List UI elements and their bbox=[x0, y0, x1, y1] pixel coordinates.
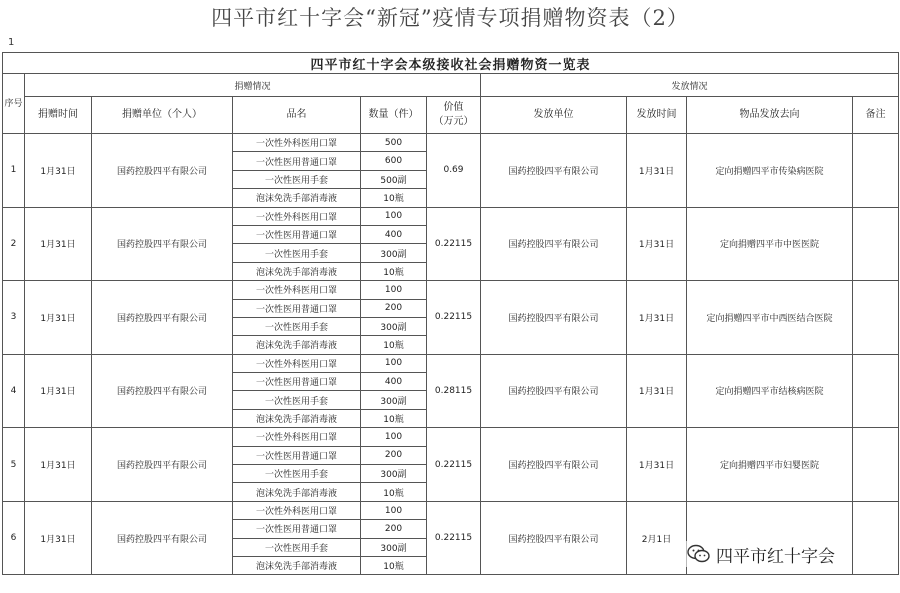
cell-seq: 6 bbox=[3, 501, 25, 575]
cell-item-qty: 100 bbox=[361, 428, 427, 446]
table-row bbox=[3, 428, 899, 446]
cell-value: 0.22115 bbox=[427, 281, 481, 355]
cell-item-qty: 10瓶 bbox=[361, 262, 427, 280]
cell-destination: 定向捐赠四平市中西医结合医院 bbox=[687, 281, 853, 355]
table-row bbox=[3, 501, 899, 519]
cell-destination: 定向捐赠四平市结核病医院 bbox=[687, 354, 853, 428]
cell-item-name: 一次性医用普通口罩 bbox=[233, 373, 361, 391]
cell-item-name: 一次性医用普通口罩 bbox=[233, 225, 361, 243]
cell-item-name: 一次性外科医用口罩 bbox=[233, 354, 361, 372]
header-group-distribution: 发放情况 bbox=[481, 74, 899, 97]
table-row bbox=[3, 281, 899, 299]
cell-donor: 国药控股四平有限公司 bbox=[92, 207, 233, 281]
cell-donate-time: 1月31日 bbox=[25, 428, 92, 502]
table-title: 四平市红十字会本级接收社会捐赠物资一览表 bbox=[3, 53, 899, 74]
cell-seq: 1 bbox=[3, 134, 25, 208]
cell-item-name: 一次性医用手套 bbox=[233, 170, 361, 188]
cell-dist-time: 1月31日 bbox=[627, 281, 687, 355]
cell-item-qty: 300副 bbox=[361, 538, 427, 556]
cell-remark bbox=[853, 207, 899, 281]
cell-remark bbox=[853, 134, 899, 208]
cell-seq: 3 bbox=[3, 281, 25, 355]
cell-item-qty: 10瓶 bbox=[361, 189, 427, 207]
header-remark: 备注 bbox=[853, 97, 899, 134]
header-qty: 数量（件） bbox=[361, 97, 427, 134]
cell-dist-unit: 国药控股四平有限公司 bbox=[481, 428, 627, 502]
document-title: 四平市红十字会“新冠”疫情专项捐赠物资表（2） bbox=[211, 6, 689, 30]
cell-item-name: 泡沫免洗手部消毒液 bbox=[233, 409, 361, 427]
header-destination: 物品发放去向 bbox=[687, 97, 853, 134]
cell-item-name: 一次性外科医用口罩 bbox=[233, 501, 361, 519]
cell-remark bbox=[853, 501, 899, 575]
table-row bbox=[3, 207, 899, 225]
cell-dist-time: 1月31日 bbox=[627, 428, 687, 502]
cell-dist-unit: 国药控股四平有限公司 bbox=[481, 354, 627, 428]
cell-item-qty: 300副 bbox=[361, 465, 427, 483]
cell-item-name: 一次性外科医用口罩 bbox=[233, 428, 361, 446]
header-seq: 序号 bbox=[3, 74, 25, 134]
cell-item-name: 一次性医用手套 bbox=[233, 317, 361, 335]
cell-item-qty: 100 bbox=[361, 207, 427, 225]
cell-destination: 定向捐赠四平市传染病医院 bbox=[687, 134, 853, 208]
donation-table-container bbox=[2, 52, 898, 575]
cell-item-qty: 10瓶 bbox=[361, 336, 427, 354]
header-group-donation: 捐赠情况 bbox=[25, 74, 481, 97]
cell-item-qty: 200 bbox=[361, 446, 427, 464]
watermark bbox=[686, 541, 835, 567]
cell-donate-time: 1月31日 bbox=[25, 281, 92, 355]
cell-item-qty: 300副 bbox=[361, 244, 427, 262]
cell-donor: 国药控股四平有限公司 bbox=[92, 501, 233, 575]
cell-value: 0.22115 bbox=[427, 428, 481, 502]
header-dist-unit: 发放单位 bbox=[481, 97, 627, 134]
cell-donate-time: 1月31日 bbox=[25, 501, 92, 575]
cell-donor: 国药控股四平有限公司 bbox=[92, 134, 233, 208]
cell-item-qty: 100 bbox=[361, 354, 427, 372]
cell-donor: 国药控股四平有限公司 bbox=[92, 354, 233, 428]
cell-remark bbox=[853, 281, 899, 355]
cell-item-name: 泡沫免洗手部消毒液 bbox=[233, 189, 361, 207]
table-body bbox=[3, 134, 899, 575]
cell-destination: 定向捐赠四平市妇婴医院 bbox=[687, 428, 853, 502]
cell-remark bbox=[853, 428, 899, 502]
cell-item-name: 一次性外科医用口罩 bbox=[233, 207, 361, 225]
page-number: 1 bbox=[8, 37, 15, 48]
cell-value: 0.69 bbox=[427, 134, 481, 208]
donation-table bbox=[2, 52, 899, 575]
cell-dist-time: 1月31日 bbox=[627, 134, 687, 208]
cell-item-name: 一次性医用普通口罩 bbox=[233, 520, 361, 538]
cell-item-name: 一次性医用普通口罩 bbox=[233, 152, 361, 170]
cell-item-qty: 10瓶 bbox=[361, 483, 427, 501]
header-value bbox=[427, 97, 481, 134]
cell-item-qty: 100 bbox=[361, 501, 427, 519]
cell-value: 0.22115 bbox=[427, 501, 481, 575]
cell-item-name: 泡沫免洗手部消毒液 bbox=[233, 262, 361, 280]
cell-item-name: 一次性医用普通口罩 bbox=[233, 446, 361, 464]
cell-dist-unit: 国药控股四平有限公司 bbox=[481, 281, 627, 355]
cell-donate-time: 1月31日 bbox=[25, 354, 92, 428]
header-donor: 捐赠单位（个人） bbox=[92, 97, 233, 134]
cell-item-qty: 10瓶 bbox=[361, 409, 427, 427]
cell-item-name: 一次性医用手套 bbox=[233, 244, 361, 262]
cell-donor: 国药控股四平有限公司 bbox=[92, 281, 233, 355]
cell-value: 0.22115 bbox=[427, 207, 481, 281]
cell-seq: 5 bbox=[3, 428, 25, 502]
cell-donor: 国药控股四平有限公司 bbox=[92, 428, 233, 502]
cell-seq: 2 bbox=[3, 207, 25, 281]
cell-item-name: 泡沫免洗手部消毒液 bbox=[233, 556, 361, 574]
cell-item-qty: 500副 bbox=[361, 170, 427, 188]
cell-dist-time: 2月1日 bbox=[627, 501, 687, 575]
cell-donate-time: 1月31日 bbox=[25, 207, 92, 281]
watermark-text: 四平市红十字会 bbox=[716, 546, 835, 567]
header-item: 品名 bbox=[233, 97, 361, 134]
table-row bbox=[3, 134, 899, 152]
cell-item-name: 一次性外科医用口罩 bbox=[233, 134, 361, 152]
cell-item-name: 一次性医用普通口罩 bbox=[233, 299, 361, 317]
header-value-line2: （万元） bbox=[433, 116, 474, 127]
cell-item-qty: 400 bbox=[361, 373, 427, 391]
cell-item-qty: 200 bbox=[361, 299, 427, 317]
cell-value: 0.28115 bbox=[427, 354, 481, 428]
cell-item-qty: 500 bbox=[361, 134, 427, 152]
cell-item-qty: 300副 bbox=[361, 391, 427, 409]
cell-item-name: 一次性医用手套 bbox=[233, 538, 361, 556]
cell-dist-unit: 国药控股四平有限公司 bbox=[481, 501, 627, 575]
cell-dist-unit: 国药控股四平有限公司 bbox=[481, 134, 627, 208]
header-dist-time: 发放时间 bbox=[627, 97, 687, 134]
cell-item-name: 一次性医用手套 bbox=[233, 465, 361, 483]
header-donate-time: 捐赠时间 bbox=[25, 97, 92, 134]
cell-item-qty: 10瓶 bbox=[361, 556, 427, 574]
cell-item-qty: 400 bbox=[361, 225, 427, 243]
cell-dist-time: 1月31日 bbox=[627, 354, 687, 428]
cell-dist-time: 1月31日 bbox=[627, 207, 687, 281]
cell-dist-unit: 国药控股四平有限公司 bbox=[481, 207, 627, 281]
header-value-line1: 价值 bbox=[443, 102, 464, 113]
cell-item-qty: 200 bbox=[361, 520, 427, 538]
cell-remark bbox=[853, 354, 899, 428]
cell-donate-time: 1月31日 bbox=[25, 134, 92, 208]
cell-item-name: 一次性外科医用口罩 bbox=[233, 281, 361, 299]
table-row bbox=[3, 354, 899, 372]
cell-item-name: 泡沫免洗手部消毒液 bbox=[233, 336, 361, 354]
wechat-icon bbox=[686, 541, 712, 567]
cell-item-qty: 100 bbox=[361, 281, 427, 299]
cell-item-name: 泡沫免洗手部消毒液 bbox=[233, 483, 361, 501]
cell-item-qty: 600 bbox=[361, 152, 427, 170]
cell-destination: 定向捐赠四平市中医医院 bbox=[687, 207, 853, 281]
cell-item-name: 一次性医用手套 bbox=[233, 391, 361, 409]
cell-seq: 4 bbox=[3, 354, 25, 428]
cell-item-qty: 300副 bbox=[361, 317, 427, 335]
